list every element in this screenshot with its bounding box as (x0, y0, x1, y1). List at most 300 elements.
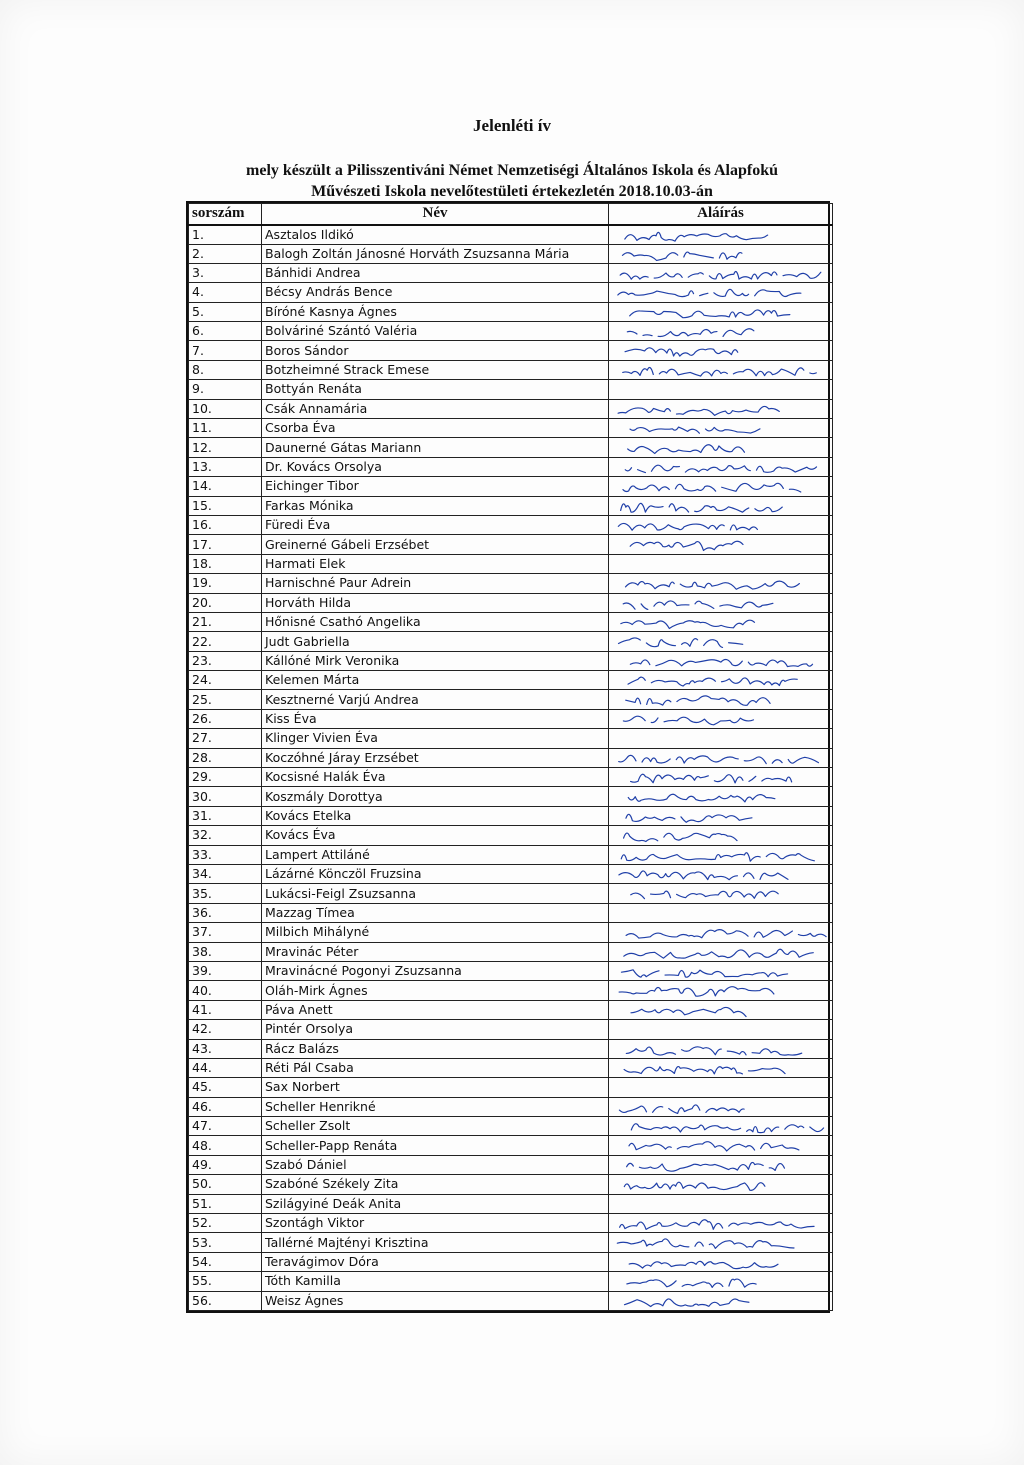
row-number: 26. (189, 709, 262, 728)
signature-cell (609, 302, 833, 321)
row-name: Bíróné Kasnya Ágnes (262, 302, 609, 321)
row-number: 49. (189, 1155, 262, 1174)
row-number: 31. (189, 806, 262, 825)
row-name: Kelemen Márta (262, 671, 609, 690)
handwritten-signature (609, 613, 832, 631)
table-row (189, 923, 833, 942)
signature-stroke (621, 503, 783, 512)
signature-cell (609, 322, 833, 341)
signature-cell (609, 554, 833, 573)
handwritten-signature (609, 671, 832, 689)
handwritten-signature (609, 652, 832, 670)
row-number: 27. (189, 729, 262, 748)
table-row (189, 709, 833, 728)
document-title: Jelenléti ív (473, 116, 551, 135)
row-number: 39. (189, 961, 262, 980)
row-number: 10. (189, 399, 262, 418)
row-number: 34. (189, 865, 262, 884)
signature-cell (609, 1233, 833, 1252)
signature-stroke (620, 271, 821, 279)
row-name: Mravinác Péter (262, 942, 609, 961)
table-row (189, 360, 833, 379)
signature-stroke (619, 638, 743, 647)
signature-stroke (618, 523, 757, 530)
handwritten-signature (609, 807, 832, 825)
signature-cell (609, 671, 833, 690)
header-name: Név (262, 204, 609, 225)
signature-cell (609, 961, 833, 980)
row-name: Pintér Orsolya (262, 1020, 609, 1039)
row-number: 29. (189, 768, 262, 787)
row-number: 43. (189, 1039, 262, 1058)
row-number: 55. (189, 1272, 262, 1291)
row-number: 8. (189, 360, 262, 379)
handwritten-signature (609, 1175, 832, 1193)
row-name: Milbich Mihályné (262, 923, 609, 942)
handwritten-signature (609, 535, 832, 553)
handwritten-signature (609, 923, 832, 941)
signature-stroke (631, 774, 792, 783)
table-body (189, 225, 833, 1311)
table-row (189, 1155, 833, 1174)
signature-cell (609, 593, 833, 612)
row-name: Mravinácné Pogonyi Zsuzsanna (262, 961, 609, 980)
handwritten-signature (609, 264, 832, 282)
handwritten-signature (609, 962, 832, 980)
table-row (189, 263, 833, 282)
handwritten-signature (609, 283, 832, 301)
row-number: 33. (189, 845, 262, 864)
row-number: 25. (189, 690, 262, 709)
table-row (189, 515, 833, 534)
row-number: 32. (189, 826, 262, 845)
row-name: Lukácsi-Feigl Zsuzsanna (262, 884, 609, 903)
handwritten-signature (609, 361, 832, 379)
signature-cell (609, 1097, 833, 1116)
signature-stroke (630, 427, 760, 433)
row-name: Csák Annamária (262, 399, 609, 418)
handwritten-signature (609, 438, 832, 456)
signature-cell (609, 283, 833, 302)
row-name: Kocsisné Halák Éva (262, 768, 609, 787)
signature-cell (609, 1194, 833, 1213)
row-name: Szabó Dániel (262, 1155, 609, 1174)
signature-cell (609, 865, 833, 884)
row-number: 20. (189, 593, 262, 612)
signature-cell (609, 826, 833, 845)
signature-cell (609, 1291, 833, 1310)
row-number: 46. (189, 1097, 262, 1116)
signature-cell (609, 1039, 833, 1058)
signature-stroke (621, 852, 814, 860)
table-row (189, 341, 833, 360)
signature-cell (609, 1020, 833, 1039)
table-row (189, 1000, 833, 1019)
signature-stroke (631, 1124, 823, 1133)
row-name: Harnischné Paur Adrein (262, 574, 609, 593)
row-number: 12. (189, 438, 262, 457)
row-number: 11. (189, 419, 262, 438)
table-row (189, 419, 833, 438)
row-number: 18. (189, 554, 262, 573)
row-name: Botzheimné Strack Emese (262, 360, 609, 379)
row-number: 5. (189, 302, 262, 321)
signature-stroke (628, 445, 745, 454)
row-number: 16. (189, 515, 262, 534)
row-number: 9. (189, 380, 262, 399)
table-row (189, 1272, 833, 1291)
signature-stroke (623, 484, 801, 493)
signature-cell (609, 515, 833, 534)
row-number: 48. (189, 1136, 262, 1155)
row-name: Koczóhné Járay Erzsébet (262, 748, 609, 767)
row-number: 2. (189, 244, 262, 263)
row-number: 51. (189, 1194, 262, 1213)
signature-stroke (623, 367, 817, 376)
handwritten-signature (609, 1253, 832, 1271)
table-row (189, 1136, 833, 1155)
row-number: 36. (189, 903, 262, 922)
row-name: Lampert Attiláné (262, 845, 609, 864)
row-name: Páva Anett (262, 1000, 609, 1019)
signature-cell (609, 1136, 833, 1155)
row-number: 50. (189, 1175, 262, 1194)
table-row (189, 302, 833, 321)
header-number: sorszám (189, 204, 262, 225)
signature-stroke (624, 1182, 765, 1190)
signature-cell (609, 690, 833, 709)
handwritten-signature (609, 1059, 832, 1077)
row-number: 47. (189, 1117, 262, 1136)
signature-cell (609, 438, 833, 457)
table-row (189, 1020, 833, 1039)
table-row (189, 1214, 833, 1233)
signature-cell (609, 1078, 833, 1097)
table-row (189, 806, 833, 825)
signature-stroke (619, 987, 774, 996)
row-name: Eichinger Tibor (262, 477, 609, 496)
table-row (189, 1175, 833, 1194)
handwritten-signature (609, 632, 832, 650)
signature-stroke (626, 696, 776, 705)
signature-cell (609, 806, 833, 825)
row-name: Kállóné Mirk Veronika (262, 651, 609, 670)
table-row (189, 1117, 833, 1136)
header-signature: Aláírás (609, 204, 833, 225)
handwritten-signature (609, 1292, 832, 1310)
signature-cell (609, 399, 833, 418)
row-name: Kovács Etelka (262, 806, 609, 825)
row-name: Greinerné Gábeli Erzsébet (262, 535, 609, 554)
signature-cell (609, 1000, 833, 1019)
signature-cell (609, 1214, 833, 1233)
handwritten-signature (609, 1214, 832, 1232)
table-row (189, 1039, 833, 1058)
signature-stroke (621, 620, 755, 628)
signature-stroke (618, 290, 801, 297)
row-number: 28. (189, 748, 262, 767)
row-name: Balogh Zoltán Jánosné Horváth Zsuzsanna Mária (262, 244, 609, 263)
table-row (189, 322, 833, 341)
row-number: 54. (189, 1252, 262, 1271)
table-row (189, 554, 833, 573)
signature-stroke (630, 542, 743, 551)
signature-stroke (619, 871, 788, 880)
row-name: Koszmály Dorottya (262, 787, 609, 806)
signature-cell (609, 341, 833, 360)
signature-stroke (625, 465, 816, 472)
row-number: 23. (189, 651, 262, 670)
signature-stroke (628, 677, 797, 686)
handwritten-signature (609, 400, 832, 418)
row-name: Kovács Éva (262, 826, 609, 845)
row-number: 38. (189, 942, 262, 961)
row-name: Bécsy András Bence (262, 283, 609, 302)
signature-stroke (624, 1066, 785, 1073)
row-name: Teravágimov Dóra (262, 1252, 609, 1271)
table-header-row (189, 204, 833, 225)
signature-cell (609, 263, 833, 282)
handwritten-signature (609, 516, 832, 534)
table-row (189, 903, 833, 922)
signature-stroke (619, 755, 819, 763)
signature-stroke (626, 581, 800, 589)
row-number: 14. (189, 477, 262, 496)
signature-cell (609, 1252, 833, 1271)
table-row (189, 1194, 833, 1213)
row-name: Szontágh Viktor (262, 1214, 609, 1233)
row-number: 3. (189, 263, 262, 282)
signature-cell (609, 419, 833, 438)
handwritten-signature (609, 1136, 832, 1154)
handwritten-signature (609, 458, 832, 476)
signature-stroke (622, 252, 747, 260)
row-name: Horváth Hilda (262, 593, 609, 612)
table-row (189, 1233, 833, 1252)
row-name: Füredi Éva (262, 515, 609, 534)
attendance-table (186, 201, 830, 1313)
row-number: 35. (189, 884, 262, 903)
handwritten-signature (609, 1272, 832, 1290)
row-number: 45. (189, 1078, 262, 1097)
signature-cell (609, 923, 833, 942)
row-name: Dr. Kovács Orsolya (262, 457, 609, 476)
handwritten-signature (609, 1040, 832, 1058)
table-row (189, 457, 833, 476)
row-number: 37. (189, 923, 262, 942)
signature-stroke (626, 930, 826, 938)
handwritten-signature (609, 690, 832, 708)
row-name: Réti Pál Csaba (262, 1058, 609, 1077)
table-row (189, 981, 833, 1000)
handwritten-signature (609, 710, 832, 728)
handwritten-signature (609, 322, 832, 340)
table-row (189, 593, 833, 612)
document-subtitle (0, 160, 1024, 202)
signature-stroke (626, 1046, 801, 1054)
row-name: Scheller Henrikné (262, 1097, 609, 1116)
table-row (189, 884, 833, 903)
signature-cell (609, 1272, 833, 1291)
table-row (189, 399, 833, 418)
handwritten-signature (609, 594, 832, 612)
signature-stroke (625, 348, 744, 356)
row-name: Sax Norbert (262, 1078, 609, 1097)
row-number: 41. (189, 1000, 262, 1019)
table-row (189, 651, 833, 670)
signature-stroke (624, 949, 813, 958)
table-row (189, 942, 833, 961)
row-number: 17. (189, 535, 262, 554)
signature-cell (609, 632, 833, 651)
row-number: 21. (189, 612, 262, 631)
row-name: Bottyán Renáta (262, 380, 609, 399)
signature-cell (609, 884, 833, 903)
signature-cell (609, 1175, 833, 1194)
signature-stroke (620, 1220, 814, 1230)
table-row (189, 244, 833, 263)
row-number: 7. (189, 341, 262, 360)
handwritten-signature (609, 1001, 832, 1019)
table-row (189, 574, 833, 593)
table-row (189, 748, 833, 767)
signature-cell (609, 360, 833, 379)
row-name: Scheller Zsolt (262, 1117, 609, 1136)
table-row (189, 477, 833, 496)
row-number: 56. (189, 1291, 262, 1310)
row-name: Lázárné Könczöl Fruzsina (262, 865, 609, 884)
signature-stroke (626, 814, 752, 822)
row-number: 40. (189, 981, 262, 1000)
signature-stroke (625, 1299, 755, 1307)
signature-stroke (618, 406, 779, 415)
signature-cell (609, 535, 833, 554)
signature-cell (609, 787, 833, 806)
handwritten-signature (609, 981, 832, 999)
table-row (189, 438, 833, 457)
signature-cell (609, 651, 833, 670)
signature-cell (609, 244, 833, 263)
row-name: Bánhidi Andrea (262, 263, 609, 282)
table-row (189, 380, 833, 399)
handwritten-signature (609, 1156, 832, 1174)
table-row (189, 1078, 833, 1097)
row-name: Tallérné Majtényi Krisztina (262, 1233, 609, 1252)
row-name: Szilágyiné Deák Anita (262, 1194, 609, 1213)
row-name: Rácz Balázs (262, 1039, 609, 1058)
row-name: Weisz Ágnes (262, 1291, 609, 1310)
signature-cell (609, 1058, 833, 1077)
table-row (189, 496, 833, 515)
table-row (189, 845, 833, 864)
row-number: 1. (189, 225, 262, 245)
table-row (189, 1097, 833, 1116)
signature-stroke (627, 329, 760, 337)
signature-stroke (631, 892, 778, 899)
signature-cell (609, 845, 833, 864)
handwritten-signature (609, 1233, 832, 1251)
signature-cell (609, 942, 833, 961)
signature-stroke (623, 600, 779, 608)
handwritten-signature (609, 226, 832, 244)
signature-cell (609, 1155, 833, 1174)
table-row (189, 1252, 833, 1271)
row-name: Daunerné Gátas Mariann (262, 438, 609, 457)
signature-cell (609, 709, 833, 728)
row-number: 15. (189, 496, 262, 515)
handwritten-signature (609, 303, 832, 321)
row-number: 19. (189, 574, 262, 593)
row-name: Asztalos Ildikó (262, 225, 609, 245)
row-number: 53. (189, 1233, 262, 1252)
handwritten-signature (609, 1117, 832, 1135)
handwritten-signature (609, 768, 832, 786)
signature-stroke (625, 232, 768, 241)
table-row (189, 826, 833, 845)
row-name: Klinger Vivien Éva (262, 729, 609, 748)
handwritten-signature (609, 574, 832, 592)
signature-stroke (627, 1162, 785, 1171)
handwritten-signature (609, 884, 832, 902)
handwritten-signature (609, 787, 832, 805)
signature-cell (609, 729, 833, 748)
signature-stroke (617, 1239, 800, 1248)
signature-stroke (628, 795, 775, 803)
table-row (189, 865, 833, 884)
row-name: Boros Sándor (262, 341, 609, 360)
signature-cell (609, 574, 833, 593)
handwritten-signature (609, 1098, 832, 1116)
row-name: Csorba Éva (262, 419, 609, 438)
row-name: Farkas Mónika (262, 496, 609, 515)
subtitle-line-2: Művészeti Iskola nevelőtestületi értekezletén 2018.10.03-án (311, 183, 713, 200)
row-name: Tóth Kamilla (262, 1272, 609, 1291)
signature-stroke (627, 1279, 762, 1287)
table-row (189, 729, 833, 748)
signature-cell (609, 496, 833, 515)
row-name: Bolváriné Szántó Valéria (262, 322, 609, 341)
row-name: Oláh-Mirk Ágnes (262, 981, 609, 1000)
handwritten-signature (609, 749, 832, 767)
row-name: Mazzag Tímea (262, 903, 609, 922)
signature-cell (609, 380, 833, 399)
handwritten-signature (609, 245, 832, 263)
subtitle-line-1: mely készült a Pilisszentiváni Német Nemzetiségi Általános Iskola és Alapfokú (246, 162, 778, 179)
signature-cell (609, 768, 833, 787)
row-name: Harmati Elek (262, 554, 609, 573)
handwritten-signature (609, 826, 832, 844)
signature-cell (609, 477, 833, 496)
signature-cell (609, 903, 833, 922)
signature-stroke (631, 1007, 746, 1016)
row-number: 13. (189, 457, 262, 476)
row-number: 22. (189, 632, 262, 651)
row-name: Judt Gabriella (262, 632, 609, 651)
row-number: 30. (189, 787, 262, 806)
row-number: 42. (189, 1020, 262, 1039)
signature-cell (609, 457, 833, 476)
signature-stroke (623, 716, 753, 725)
table-row (189, 690, 833, 709)
handwritten-signature (609, 341, 832, 359)
handwritten-signature (609, 497, 832, 515)
row-number: 24. (189, 671, 262, 690)
row-name: Kiss Éva (262, 709, 609, 728)
row-number: 6. (189, 322, 262, 341)
signature-stroke (630, 310, 790, 318)
signature-stroke (630, 659, 812, 666)
signature-cell (609, 225, 833, 245)
